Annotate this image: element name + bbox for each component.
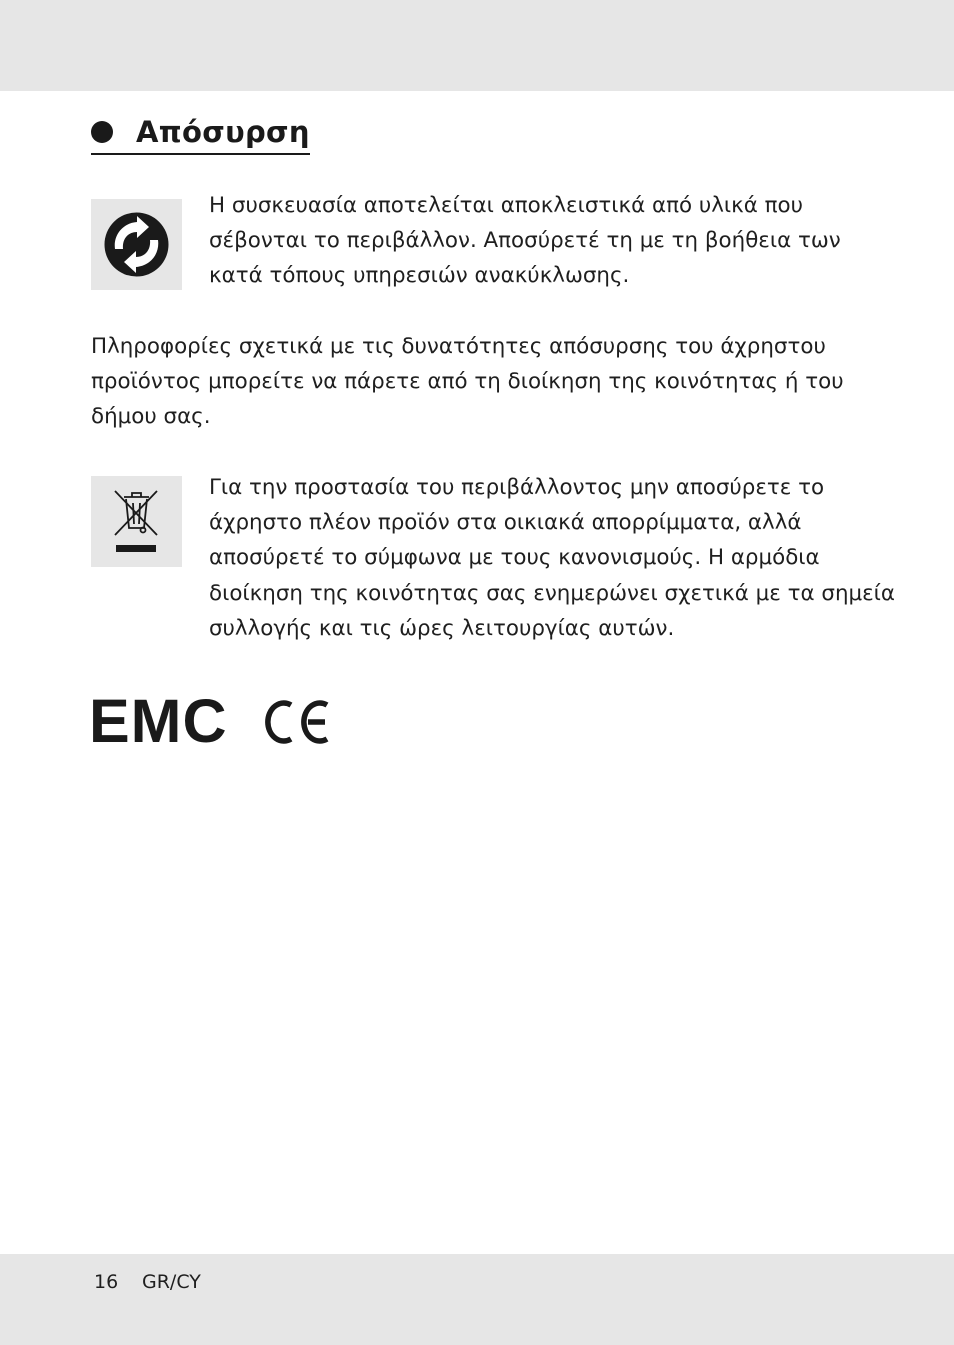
disposal-info-line: προϊόντος μπορείτε να πάρετε από τη διοίκηση της κοινότητας ή του: [91, 369, 844, 395]
disposal-info-text: [91, 329, 844, 435]
disposal-info-line: Πληροφορίες σχετικά με τις δυνατότητες απόσυρσης του άχρηστου: [91, 334, 826, 359]
weee-text: [209, 470, 895, 646]
weee-line: διοίκηση της κοινότητας σας ενημερώνει σχετικά με τα σημεία: [209, 580, 896, 606]
country-code: GR/CY: [142, 1271, 201, 1293]
section-title: Απόσυρση: [136, 115, 310, 149]
crossed-out-wheelie-bin-icon: [91, 476, 182, 567]
weee-line: αποσύρετέ το σύμφωνα με τους κανονισμούς. Η αρμόδια: [209, 545, 820, 571]
disposal-info-line: δήμου σας.: [91, 404, 211, 430]
emc-mark: EMC: [89, 692, 228, 748]
weee-line: άχρηστο πλέον προϊόν στα οικιακά απορρίμματα, αλλά: [209, 510, 802, 536]
page-number: 16: [94, 1271, 119, 1293]
packaging-line: κατά τόπους υπηρεσιών ανακύκλωσης.: [209, 263, 630, 289]
packaging-text: [209, 188, 841, 294]
packaging-line: Η συσκευασία αποτελείται αποκλειστικά από υλικά που: [209, 193, 803, 218]
weee-line: Για την προστασία του περιβάλλοντος μην αποσύρετε το: [209, 475, 825, 500]
packaging-line: σέβονται το περιβάλλον. Αποσύρετέ τη με τη βοήθεια των: [209, 228, 841, 254]
top-band: [0, 0, 954, 91]
section-heading: [91, 112, 310, 155]
bullet-icon: [91, 121, 113, 143]
compliance-marks: [87, 692, 337, 752]
green-dot-recycling-icon: [91, 199, 182, 290]
weee-line: συλλογής και τις ώρες λειτουργίας αυτών.: [209, 615, 675, 641]
ce-mark-icon: [268, 703, 327, 741]
